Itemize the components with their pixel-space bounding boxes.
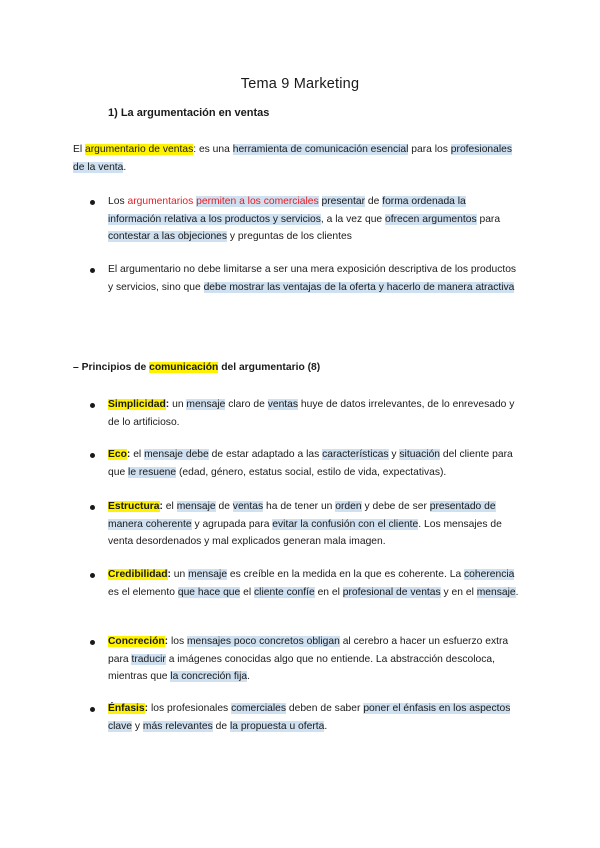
principle-text bbox=[108, 446, 520, 481]
highlighted-text: cliente confíe bbox=[254, 586, 315, 598]
text-run: huye de datos irrelevantes, de lo enrevesado y de lo artificioso. bbox=[108, 399, 515, 428]
text-run: El bbox=[73, 144, 86, 155]
text-run: a imágenes conocidas algo que no entiende. La abstracción descoloca, mientras que bbox=[108, 653, 495, 682]
text-run: . bbox=[324, 720, 328, 732]
text-run: y bbox=[388, 449, 400, 460]
highlighted-text: argumentario de ventas bbox=[85, 144, 194, 155]
text-run: de bbox=[215, 501, 233, 512]
highlighted-text: ventas bbox=[232, 501, 264, 512]
text-run: los profesionales bbox=[150, 703, 232, 714]
principle-text bbox=[108, 700, 520, 735]
text-run: del argumentario (8) bbox=[218, 362, 321, 373]
highlighted-text: mensaje bbox=[176, 501, 216, 512]
page-title: Tema 9 Marketing bbox=[240, 76, 360, 92]
highlighted-text: Estructura bbox=[108, 501, 160, 512]
text-run: es creíble en la medida en la que es coherente. La bbox=[227, 569, 465, 580]
text-run: (edad, género, estatus social, estilo de vida, expectativas). bbox=[176, 466, 447, 478]
highlighted-text: que hace que bbox=[177, 586, 241, 598]
highlighted-text: la propuesta u oferta bbox=[229, 720, 325, 732]
principle-text bbox=[108, 566, 520, 601]
text-run: : bbox=[167, 569, 174, 580]
highlighted-text: comerciales bbox=[231, 703, 287, 714]
text-run: los bbox=[170, 636, 187, 647]
text-run: claro de bbox=[225, 399, 268, 410]
text-run: y debe de ser bbox=[361, 501, 430, 512]
highlighted-text: coherencia bbox=[464, 569, 515, 580]
text-run: y preguntas de los clientes bbox=[227, 231, 352, 242]
text-run: el bbox=[165, 501, 177, 512]
highlighted-text: le resuene bbox=[128, 466, 177, 478]
section-heading-2 bbox=[73, 362, 320, 373]
bullet-icon bbox=[90, 505, 95, 510]
highlighted-text: situación bbox=[399, 449, 441, 460]
text-run: , a la vez que bbox=[320, 213, 386, 225]
highlighted-text: traducir bbox=[131, 653, 166, 665]
text-run: el bbox=[133, 449, 145, 460]
text-run: : bbox=[126, 449, 134, 460]
principle-text bbox=[108, 498, 520, 551]
text-run: un bbox=[173, 569, 189, 580]
highlighted-text: mensaje bbox=[186, 399, 226, 410]
text-run: en el bbox=[314, 586, 343, 598]
bullet-icon bbox=[90, 403, 95, 408]
text-run: . bbox=[123, 161, 127, 173]
highlighted-text: profesional de ventas bbox=[342, 586, 441, 598]
highlighted-text: presentar bbox=[321, 196, 366, 207]
text-run: y bbox=[132, 720, 143, 732]
highlighted-text: orden bbox=[335, 501, 362, 512]
bullet-icon bbox=[90, 453, 95, 458]
text-run: : bbox=[165, 399, 173, 410]
highlighted-text: poner el énfasis en los aspectos clave bbox=[108, 703, 511, 732]
text-run: El argumentario no debe limitarse a ser una mera exposición descriptiva de los productos y servicios, sino que bbox=[108, 264, 517, 293]
text-run: del cliente para que bbox=[108, 449, 513, 478]
text-run: y en el bbox=[440, 586, 477, 598]
list-item-text bbox=[108, 193, 520, 246]
highlighted-text: mensaje debe bbox=[144, 449, 209, 460]
highlighted-text: mensaje bbox=[476, 586, 516, 598]
highlighted-text: características bbox=[322, 449, 389, 460]
bullet-icon bbox=[90, 573, 95, 578]
list-item-text bbox=[108, 261, 520, 296]
highlighted-text: Simplicidad bbox=[108, 399, 166, 410]
highlighted-text: evitar la confusión con el cliente bbox=[272, 518, 419, 530]
principle-text bbox=[108, 396, 520, 431]
text-run: y agrupada para bbox=[191, 518, 273, 530]
text-run: . Los mensajes de venta desordenados y mal explicados generan mala imagen. bbox=[108, 518, 502, 547]
text-run: . bbox=[515, 586, 519, 598]
highlighted-text: ventas bbox=[267, 399, 299, 410]
text-run: de bbox=[212, 720, 230, 732]
text-run: un bbox=[172, 399, 187, 410]
text-run: ha de tener un bbox=[263, 501, 336, 512]
bullet-icon bbox=[90, 268, 95, 273]
highlighted-text: Énfasis bbox=[108, 703, 145, 714]
text-run: : bbox=[164, 636, 171, 647]
highlighted-text: Eco bbox=[108, 449, 127, 460]
text-run: : bbox=[144, 703, 151, 714]
highlighted-text: forma ordenada la información relativa a los productos y servicios bbox=[108, 196, 466, 225]
intro-paragraph bbox=[73, 141, 513, 176]
highlighted-text: permiten a los comerciales bbox=[196, 196, 319, 207]
bullet-icon bbox=[90, 200, 95, 205]
highlighted-text: la concreción fija bbox=[170, 671, 248, 682]
text-run: de estar adaptado a las bbox=[208, 449, 323, 460]
text-run: : bbox=[159, 501, 166, 512]
highlighted-text: ofrecen argumentos bbox=[385, 213, 477, 225]
highlighted-text: profesionales de la venta bbox=[73, 144, 513, 173]
highlighted-text: contestar a las objeciones bbox=[108, 231, 228, 242]
highlighted-text: comunicación bbox=[149, 362, 219, 373]
section-heading-1: 1) La argumentación en ventas bbox=[108, 107, 270, 119]
bullet-icon bbox=[90, 707, 95, 712]
text-run: – Principios de bbox=[73, 362, 150, 373]
text-run: deben de saber bbox=[286, 703, 364, 714]
text-run: . bbox=[247, 671, 250, 682]
highlighted-text: más relevantes bbox=[142, 720, 213, 732]
highlighted-text: Credibilidad bbox=[108, 569, 168, 580]
text-run: argumentarios bbox=[127, 196, 197, 207]
text-run: Los bbox=[108, 196, 128, 207]
text-run: al cerebro a hacer un esfuerzo extra para bbox=[108, 636, 509, 665]
text-run: de bbox=[365, 196, 383, 207]
highlighted-text: debe mostrar las ventajas de la oferta y hacerlo de manera atractiva bbox=[203, 281, 515, 293]
bullet-icon bbox=[90, 640, 95, 645]
highlighted-text: Concreción bbox=[108, 636, 165, 647]
highlighted-text: mensaje bbox=[188, 569, 228, 580]
highlighted-text: herramienta de comunicación esencial bbox=[232, 144, 409, 155]
highlighted-text: mensajes poco concretos obligan bbox=[186, 636, 340, 647]
highlighted-text: presentado de manera coherente bbox=[108, 501, 496, 530]
text-run: para los bbox=[408, 144, 451, 155]
text-run: el bbox=[240, 586, 255, 598]
text-run: es el elemento bbox=[108, 586, 178, 598]
principle-text bbox=[108, 633, 520, 686]
text-run: : es una bbox=[193, 144, 233, 155]
text-run: para bbox=[476, 213, 501, 225]
